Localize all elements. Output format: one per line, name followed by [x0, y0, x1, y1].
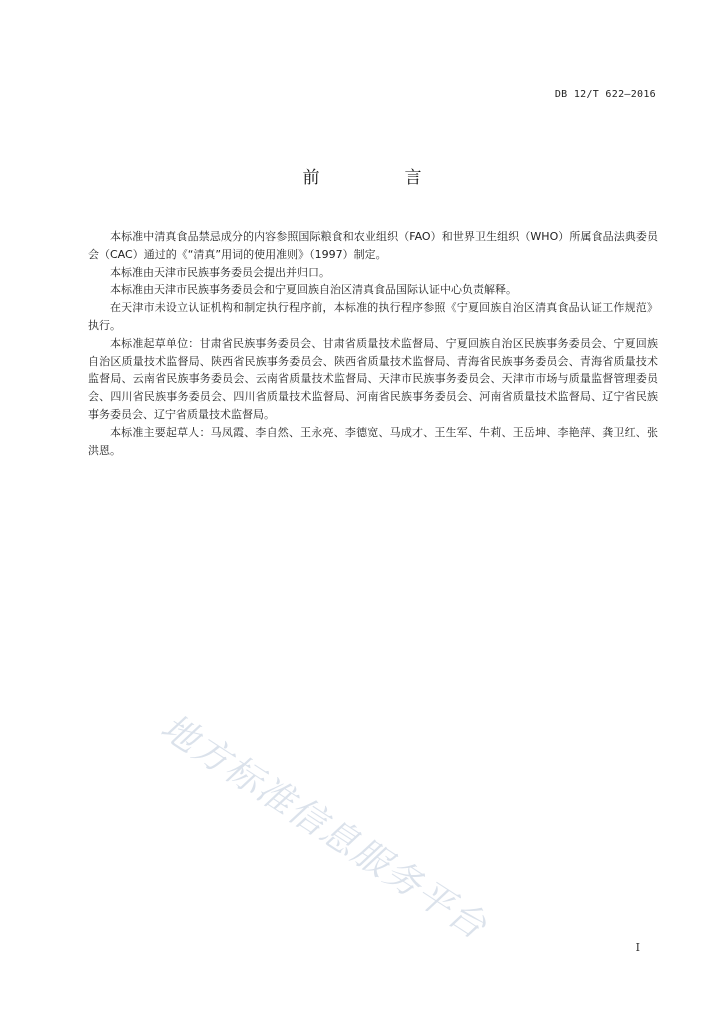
document-code: DB 12/T 622—2016 — [554, 89, 656, 100]
page-number: I — [635, 941, 640, 954]
paragraph-drafters: 本标准主要起草人：马凤霞、李自然、王永亮、李德宽、马成才、王生军、牛莉、王岳坤、李艳萍、龚卫红、张洪恩。 — [88, 425, 658, 457]
paragraph-procedure: 在天津市未设立认证机构和制定执行程序前，本标准的执行程序参照《宁夏回族自治区清真食品认证工作规范》执行。 — [88, 301, 658, 332]
paragraph-reference-basis: 本标准中清真食品禁忌成分的内容参照国际粮食和农业组织（FAO）和世界卫生组织（WHO）所属食品法典委员会（CAC）通过的《“清真”用词的使用准则》（1997）制定。 — [88, 230, 658, 261]
paragraph-proposer: 本标准由天津市民族事务委员会提出并归口。 — [110, 265, 330, 279]
page-title: 前 言 — [302, 168, 456, 188]
body-text — [88, 228, 658, 459]
paragraph-drafting-units: 本标准起草单位：甘肃省民族事务委员会、甘肃省质量技术监督局、宁夏回族自治区民族事务委员会、宁夏回族自治区质量技术监督局、陕西省民族事务委员会、陕西省质量技术监督局、青海省民族事务委员会、青海省质量技术监督局、云南省民族事务委员会、云南省质量技术监督局、天津市民族事务委员会、天津市市场与质量监督管理委员会、四川省民族事务委员会、四川省质量技术监督局、河南省民族事务委员会、河南省质量技术监督局、辽宁省民族事务委员会、辽宁省质量技术监督局。 — [88, 336, 658, 421]
paragraph-interpretation: 本标准由天津市民族事务委员会和宁夏回族自治区清真食品国际认证中心负责解释。 — [110, 283, 517, 297]
watermark: 地方标准信息服务平台 — [153, 706, 495, 949]
